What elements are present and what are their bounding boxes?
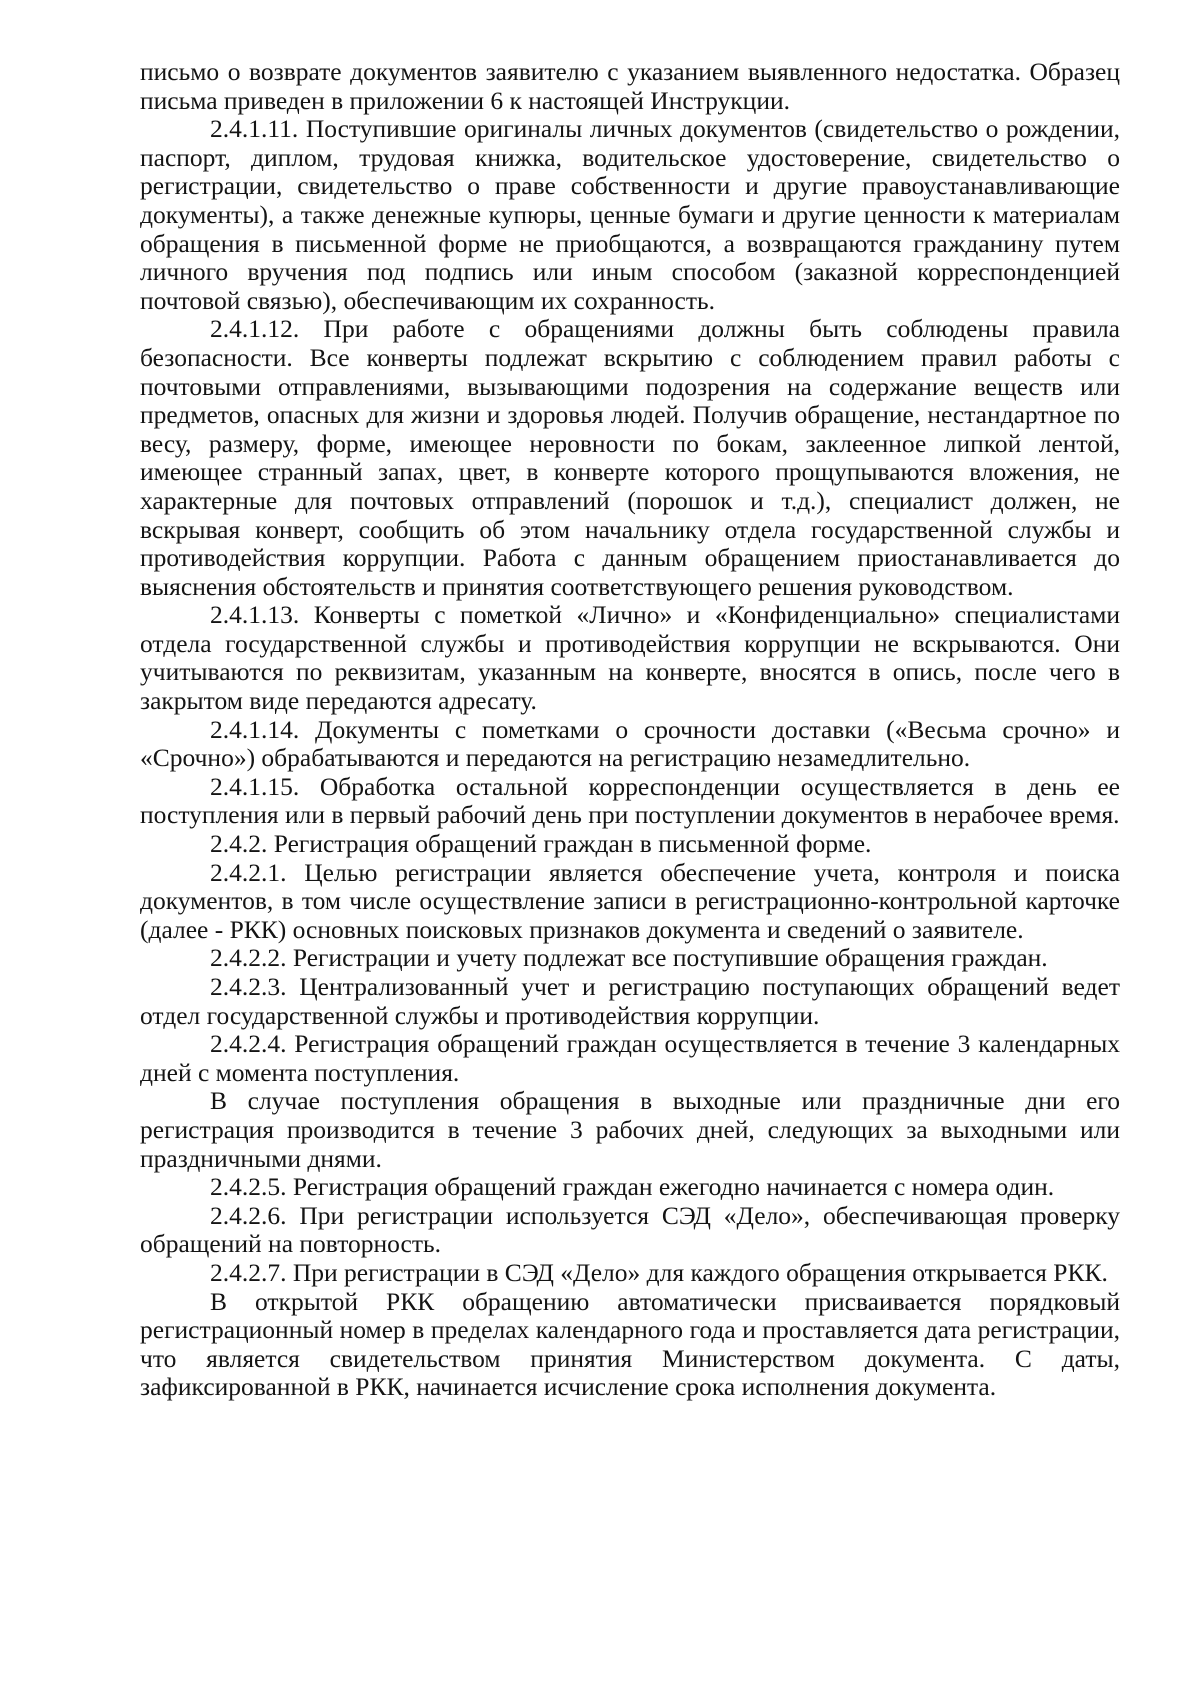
paragraph-2-4-2-6: 2.4.2.6. При регистрации используется СЭД «Дело», обеспечивающая проверку обращений на повторность. [140,1200,1120,1259]
paragraph-rkk-number: В открытой РКК обращению автоматически присваивается порядковый регистрационный номер в пределах календарного года и проставляется дата регистрации, что является свидетельством принятия Министерством документа. С даты, зафиксированной в РКК, начинается исчисление срока исполнения документа. [140,1286,1120,1402]
document-page [140,58,1120,1402]
paragraph-2-4-1-14: 2.4.1.14. Документы с пометками о срочности доставки («Весьма срочно» и «Срочно») обрабатываются и передаются на регистрацию незамедлительно. [140,714,1120,773]
paragraph-holidays: В случае поступления обращения в выходные или праздничные дни его регистрация производится в течение 3 рабочих дней, следующих за выходными или праздничными днями. [140,1086,1120,1173]
paragraph-2-4-1-13: 2.4.1.13. Конверты с пометкой «Лично» и «Конфиденциально» специалистами отдела государственной службы и противодействия коррупции не вскрываются. Они учитываются по реквизитам, указанным на конверте, вносятся в опись, после чего в закрытом виде передаются адресату. [140,600,1120,716]
paragraph-2-4-1-12: 2.4.1.12. При работе с обращениями должны быть соблюдены правила безопасности. Все конверты подлежат вскрытию с соблюдением правил работы с почтовыми отправлениями, вызывающими подозрения на содержание веществ или предметов, опасных для жизни и здоровья людей. Получив обращение, нестандартное по весу, размеру, форме, имеющее неровности по бокам, заклеенное липкой лентой, имеющее странный запах, цвет, в конверте которого прощупываются вложения, не характерные для почтовых отправлений (порошок и т.д.), специалист должен, не вскрывая конверт, сообщить об этом начальнику отдела государственной службы и противодействия коррупции. Работа с данным обращением приостанавливается до выяснения обстоятельств и принятия соответствующего решения руководством. [140,314,1120,601]
paragraph-2-4-2-3: 2.4.2.3. Централизованный учет и регистрацию поступающих обращений ведет отдел государственной службы и противодействия коррупции. [140,972,1120,1030]
paragraph-2-4-2-4: 2.4.2.4. Регистрация обращений граждан осуществляется в течение 3 календарных дней с момента поступления. [140,1029,1120,1087]
paragraph-2-4-2-7: 2.4.2.7. При регистрации в СЭД «Дело» для каждого обращения открывается РКК. [210,1257,1108,1287]
paragraph-2-4-1-11: 2.4.1.11. Поступившие оригиналы личных документов (свидетельство о рождении, паспорт, диплом, трудовая книжка, водительское удостоверение, свидетельство о регистрации, свидетельство о праве собственности и другие правоустанавливающие документы), а также денежные купюры, ценные бумаги и другие ценности к материалам обращения в письменной форме не приобщаются, а возвращаются гражданину путем личного вручения под подпись или иным способом (заказной корреспонденцией почтовой связью), обеспечивающим их сохранность. [140,114,1120,315]
paragraph-2-4-1-15: 2.4.1.15. Обработка остальной корреспонденции осуществляется в день ее поступления или в первый рабочий день при поступлении документов в нерабочее время. [140,771,1120,830]
paragraph-2-4-2-5: 2.4.2.5. Регистрация обращений граждан ежегодно начинается с номера один. [210,1172,1055,1202]
paragraph-2-4-2: 2.4.2. Регистрация обращений граждан в письменной форме. [210,829,872,859]
paragraph-continuation: письмо о возврате документов заявителю с указанием выявленного недостатка. Образец письма приведен в приложении 6 к настоящей Инструкции. [140,57,1120,115]
paragraph-2-4-2-2: 2.4.2.2. Регистрации и учету подлежат все поступившие обращения граждан. [210,943,1048,973]
paragraph-2-4-2-1: 2.4.2.1. Целью регистрации является обеспечение учета, контроля и поиска документов, в том числе осуществление записи в регистрационно-контрольной карточке (далее - РКК) основных поисковых признаков документа и сведений о заявителе. [140,857,1120,944]
